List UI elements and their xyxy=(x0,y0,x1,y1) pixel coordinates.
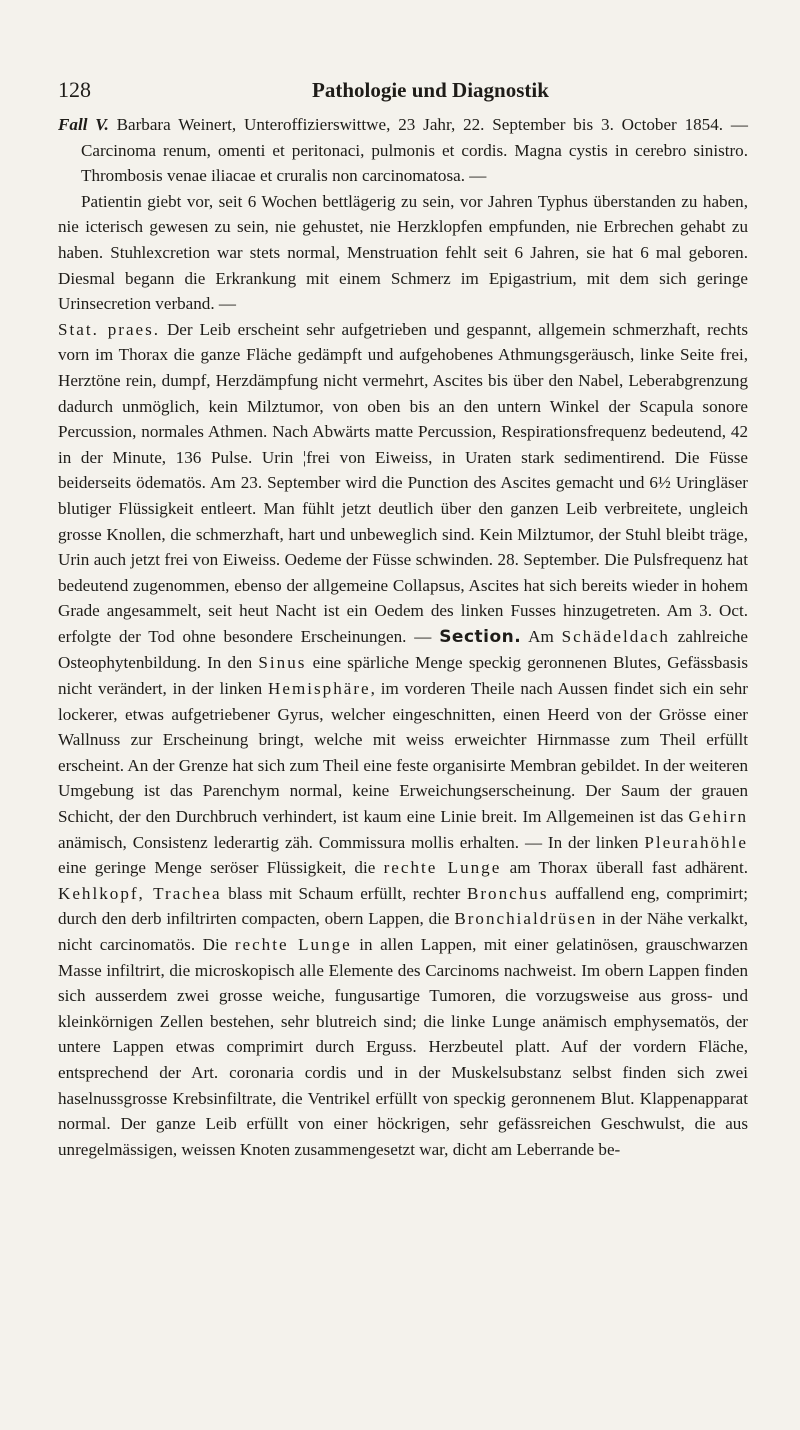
autopsy-text: in allen Lappen, mit einer gelatinösen, grauschwarzen Masse infiltrirt, die microskopisch alle Elemente des Carcinoms nachweist. Im obern Lappen finden sich ausserdem zwei grosse weiche, fungusartige Tumoren, die vorzugsweise aus gross- und kleinkörnigen Zellen bestehen, sehr blutreich sind; die linke Lunge anämisch emphysematös, der untere Lappen etwas comprimirt durch Erguss. Herzbeutel platt. Auf der vordern Fläche, entsprechend der Art. coronaria cordis und in der Muskelsubstanz selbst finden sich zwei haselnussgrosse Krebsinfiltrate, die Ventrikel erfüllt von speckig geronnenem Blut. Klappenapparat normal. Der ganze Leib erfüllt von einer höckrigen, sehr gefässreichen Geschwulst, die aus unregelmässigen, weissen Knoten zusammengesetzt war, dicht am Leberrande be- xyxy=(58,935,748,1159)
page-body xyxy=(58,112,748,1162)
spaced-term: Gehirn xyxy=(688,807,748,827)
spaced-term: Hemisphäre xyxy=(268,679,371,699)
autopsy-text: anämisch, Consistenz lederartig zäh. Commissura mollis erhalten. — In der linken xyxy=(58,832,645,852)
clinical-course-paragraph xyxy=(58,317,748,1163)
case-heading xyxy=(58,112,748,189)
autopsy-text: eine geringe Menge seröser Flüssigkeit, die xyxy=(58,858,384,878)
spaced-term: Sinus xyxy=(258,653,307,673)
section-label: Section. xyxy=(439,626,522,647)
autopsy-text: eine spärliche Menge speckig geronnenen Blutes, Gefässbasis nicht verändert, in der linken xyxy=(58,653,748,699)
autopsy-text: zahlreiche Osteophytenbildung. In den xyxy=(58,626,749,673)
autopsy-text: Am xyxy=(521,626,562,646)
anamnesis-paragraph: Patientin giebt vor, seit 6 Wochen bettlägerig zu sein, vor Jahren Typhus überstanden zu haben, nie icterisch gewesen zu sein, nie gehustet, nie Herzklopfen empfunden, nie Erbrechen gehabt zu haben. Stuhlexcretion war stets normal, Menstruation fehlt seit 6 Jahren, sie hat 6 mal geboren. Diesmal begann die Erkrankung mit einem Schmerz im Epigastrium, mit dem sich geringe Urinsecretion verband. — xyxy=(58,191,748,314)
book-page xyxy=(0,76,800,1430)
case-label: Fall V. xyxy=(58,115,109,134)
page-header xyxy=(58,76,748,112)
case-heading-text: Barbara Weinert, Unteroffizierswittwe, 23 Jahr, 22. September bis 3. October 1854. — Carcinoma renum, omenti et peritonaci, pulmonis et cordis. Magna cystis in cerebro sinistro. Thrombosis venae iliacae et cruralis non carcinomatosa. — xyxy=(81,115,748,186)
spaced-term: Bronchus xyxy=(466,883,549,903)
running-title: Pathologie und Diagnostik xyxy=(312,78,549,102)
spaced-term: rechte Lunge xyxy=(234,935,352,954)
autopsy-text: am Thorax überall fast adhärent. xyxy=(501,858,748,878)
status-text: Der Leib erscheint sehr aufgetrieben und gespannt, allgemein schmerzhaft, rechts vorn im Thorax die ganze Fläche gedämpft und aufgehobenes Athmungsgeräusch, linke Seite frei, Herztöne rein, dumpf, Herzdämpfung nicht vermehrt, Ascites bis über den Nabel, Leberabgrenzung dadurch unmöglich, kein Milztumor, von oben bis an den untern Winkel der Scapula sonore Percussion, normales Athmen. Nach Abwärts matte Percussion, Respirationsfrequenz bedeutend, 42 in der Minute, 136 Pulse. Urin ¦frei von Eiweiss, in Uraten stark sedimentirend. Die Füsse beiderseits ödematös. Am 23. September wird die Punction des Ascites gemacht und 6½ Uringläser blutiger Flüssigkeit entleert. Man fühlt jetzt deutlich über den ganzen Leib verbreitete, ungleich grosse Knollen, die schmerzhaft, hart und unbeweglich sind. Kein Milztumor, der Stuhl bleibt träge, Urin auch jetzt frei von Eiweiss. Oedeme der Füsse schwinden. 28. September. Die Pulsfrequenz hat bedeutend zugenommen, ebenso der allgemeine Collapsus, Ascites hat sich bereits wieder in hohem Grade angesammelt, seit heut Nacht ist ein Oedem des linken Fusses hinzugetreten. Am 3. Oct. erfolgte der Tod ohne besondere Erscheinungen. — xyxy=(58,319,748,646)
autopsy-text: in der Nähe verkalkt, nicht carcinomatös. Die xyxy=(58,909,749,954)
autopsy-text: blass mit Schaum erfüllt, rechter xyxy=(221,883,467,903)
spaced-term: Kehlkopf, Trachea xyxy=(58,883,222,903)
spaced-term: Pleurahöhle xyxy=(644,832,748,852)
autopsy-text: , im vorderen Theile nach Aussen findet sich ein sehr lockerer, etwas aufgetriebener Gyrus, welcher eingeschnitten, einen Heerd von der Grösse einer Wallnuss zur Erscheinung bringt, welche mit weiss erweichter Hirnmasse zum Theil erfüllt erscheint. An der Grenze hat sich zum Theil eine feste organisirte Membran gebildet. In der weiteren Umgebung ist das Parenchym normal, keine Erweichungserscheinung. Der Saum der grauen Schicht, der den Durchbruch verhindert, ist kaum eine Linie breit. Im Allgemeinen ist das xyxy=(58,679,748,827)
spaced-term: Bronchialdrüsen xyxy=(454,909,598,929)
autopsy-text: auffallend eng, comprimirt; durch den derb infiltrirten compacten, obern Lappen, die xyxy=(58,883,748,929)
spaced-term: rechte Lunge xyxy=(383,858,502,878)
stat-praes-label: Stat. praes. xyxy=(58,319,161,339)
spaced-term: Schädeldach xyxy=(561,626,670,646)
page-number: 128 xyxy=(58,77,91,102)
